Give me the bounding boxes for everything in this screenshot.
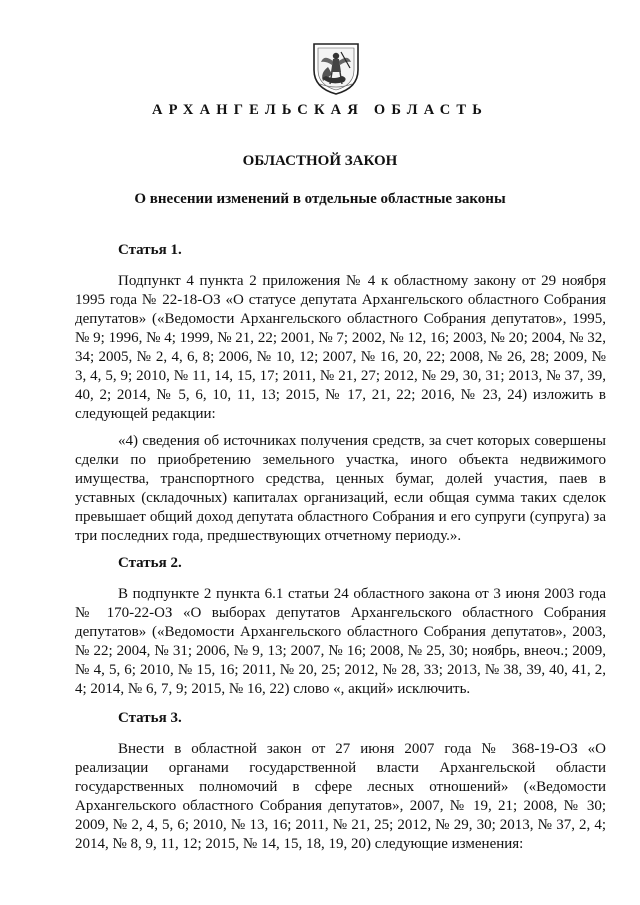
article-2-heading: Статья 2. [118,555,182,571]
law-type-heading: ОБЛАСТНОЙ ЗАКОН [242,153,398,169]
article-3-heading: Статья 3. [118,710,182,726]
law-title: О внесении изменений в отдельные областные законы [134,191,506,207]
region-name: АРХАНГЕЛЬСКАЯ ОБЛАСТЬ [151,102,489,118]
article-3-paragraph-1: Внести в областной закон от 27 июня 2007 года № 368-19-ОЗ «О реализации органами государственной власти Архангельской области государственных полномочий в сфере лесных отношений» («Ведомости Архангельского областного Собрания депутатов», 2007, № 19, 21; 2008, № 30; 2009, № 2, 4, 5, 6; 2010, № 13, 16; 2011, № 21, 25; 2012, № 29, 30; 2013, № 37, 2, 4; 2014, № 8, 9, 11, 12; 2015, № 14, 15, 18, 19, 20) следующие изменения: [75,741,606,852]
coat-of-arms-icon [308,40,364,96]
article-1-paragraph-1: Подпункт 4 пункта 2 приложения № 4 к областному закону от 29 ноября 1995 года № 22-18-ОЗ «О статусе депутата Архангельского областного Собрания депутатов» («Ведомости Архангельского областного Собрания депутатов», 1995, № 9; 1996, № 4; 1999, № 21, 22; 2001, № 7; 2002, № 12, 16; 2003, № 20; 2004, № 32, 34; 2005, № 2, 4, 6, 8; 2006, № 10, 12; 2007, № 16, 20, 22; 2008, № 26, 28; 2009, № 3, 4, 5, 9; 2010, № 11, 14, 15, 17; 2011, № 21, 27; 2012, № 29, 30, 31; 2013, № 37, 39, 40, 2; 2014, № 5, 6, 10, 11, 13; 2015, № 17, 21, 22; 2016, № 23, 24) изложить в следующей редакции: [75,273,606,422]
article-1-paragraph-2: «4) сведения об источниках получения средств, за счет которых совершены сделки по приобретению земельного участка, иного объекта недвижимого имущества, транспортного средства, ценных бумаг, долей участия, паев в уставных (складочных) капиталах организаций, если общая сумма таких сделок превышает общий доход депутата областного Собрания и его супруги (супруга) за три последних года, предшествующих отчетному периоду.». [75,433,606,544]
article-1-heading: Статья 1. [118,242,182,258]
article-2-paragraph-1: В подпункте 2 пункта 6.1 статьи 24 областного закона от 3 июня 2003 года № 170-22-ОЗ «О выборах депутатов Архангельского областного Собрания депутатов» («Ведомости Архангельского областного Собрания депутатов», 2003, № 22; 2004, № 31; 2006, № 9, 13; 2007, № 16; 2008, № 25, 30; ноябрь, внеоч.; 2009, № 4, 5, 6; 2010, № 15, 16; 2011, № 20, 25; 2012, № 28, 33; 2013, № 38, 39, 40, 41, 2, 4; 2014, № 6, 7, 9; 2015, № 16, 22) слово «, акций» исключить. [75,586,606,697]
